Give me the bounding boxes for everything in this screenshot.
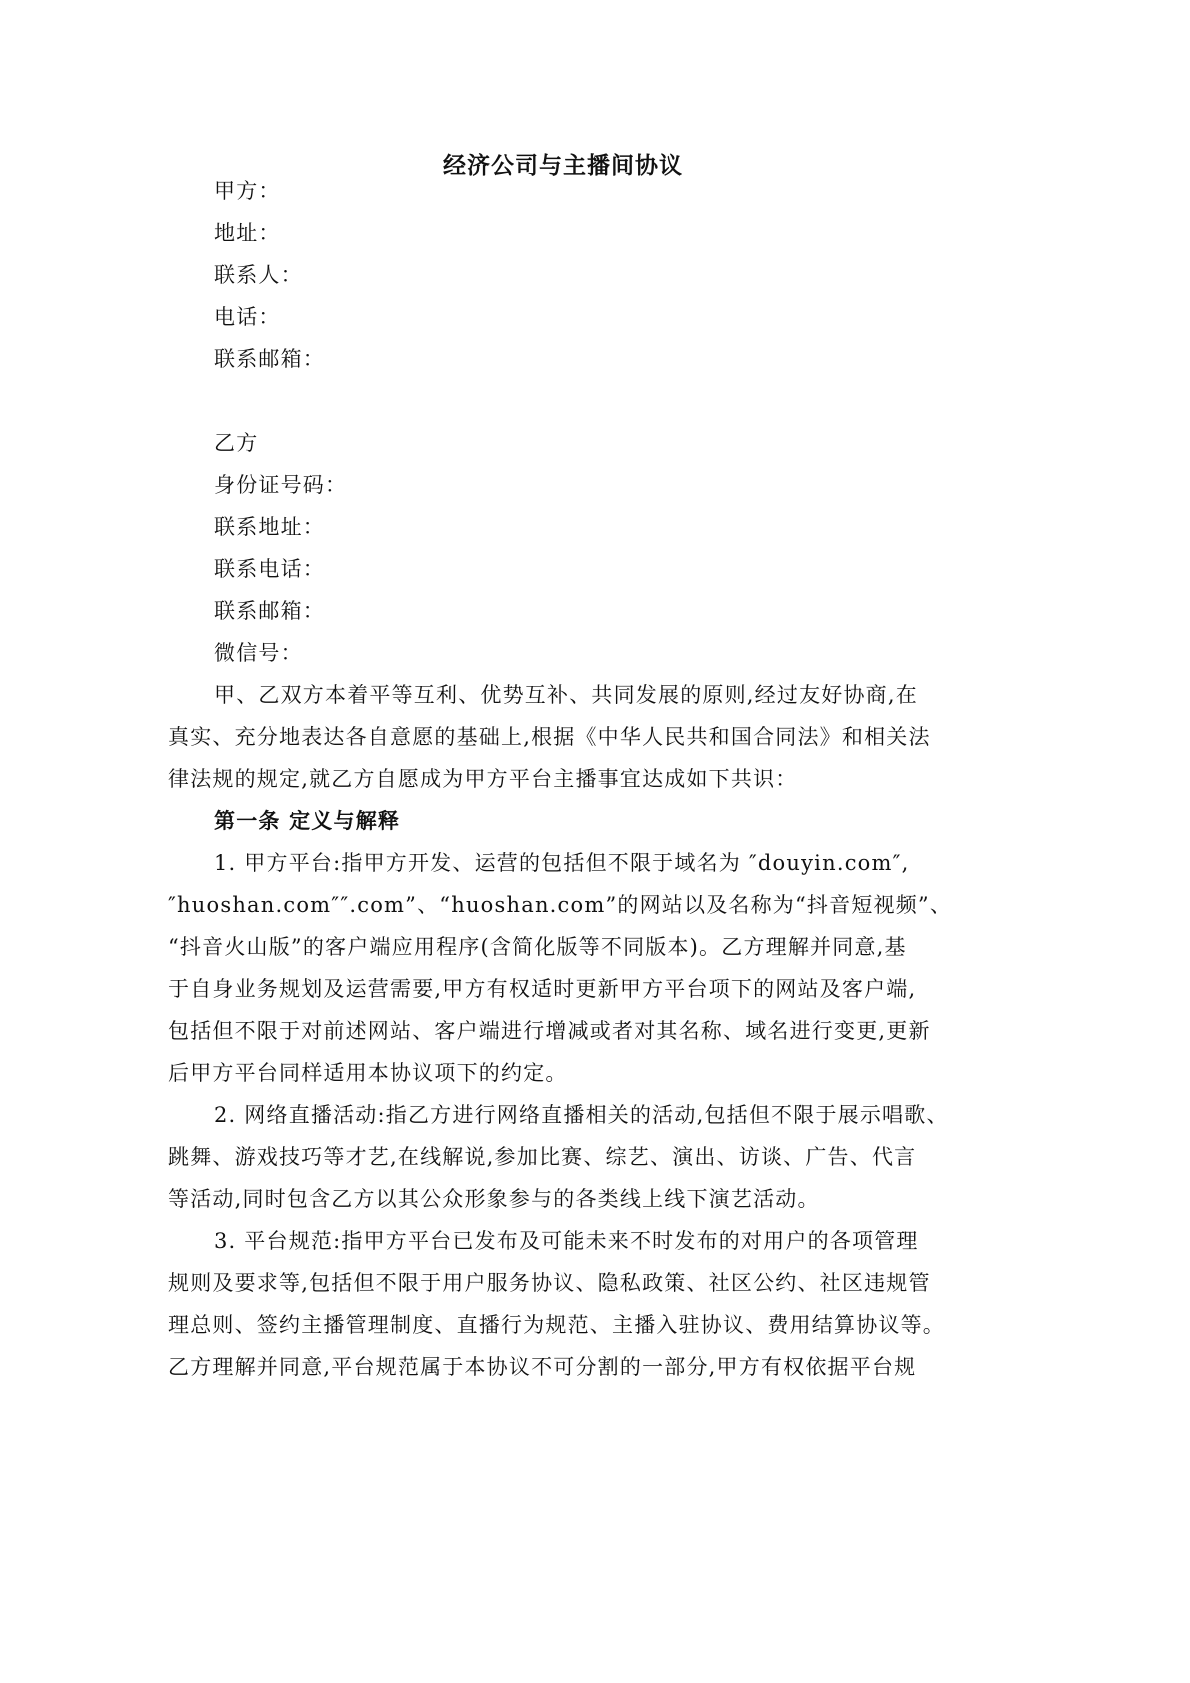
clause-3-line: 3. 平台规范:指甲方平台已发布及可能未来不时发布的对用户的各项管理	[214, 1229, 919, 1253]
party-b-id-number: 身份证号码：	[214, 473, 348, 497]
clause-2-line: 跳舞、游戏技巧等才艺,在线解说,参加比赛、综艺、演出、访谈、广告、代言	[168, 1145, 917, 1169]
party-b-label: 乙方	[214, 431, 259, 455]
clause-2-line: 等活动,同时包含乙方以其公众形象参与的各类线上线下演艺活动。	[168, 1187, 820, 1211]
clause-1-line: ″huoshan.com″″.com”、“huoshan.com”的网站以及名称为“抖音短视频”、	[168, 893, 953, 917]
preamble-line: 真实、充分地表达各自意愿的基础上,根据《中华人民共和国合同法》和相关法	[168, 725, 931, 749]
clause-3-line: 规则及要求等,包括但不限于用户服务协议、隐私政策、社区公约、社区违规管	[168, 1271, 931, 1295]
clause-1-line: 于自身业务规划及运营需要,甲方有权适时更新甲方平台项下的网站及客户端,	[168, 977, 917, 1001]
party-a-address: 地址：	[214, 221, 281, 245]
clause-3-line: 乙方理解并同意,平台规范属于本协议不可分割的一部分,甲方有权依据平台规	[168, 1355, 917, 1379]
clause-1-line: “抖音火山版”的客户端应用程序(含简化版等不同版本)。乙方理解并同意,基	[168, 935, 907, 959]
clause-2-line: 2. 网络直播活动:指乙方进行网络直播相关的活动,包括但不限于展示唱歌、	[214, 1103, 949, 1127]
clause-1-line: 1. 甲方平台:指甲方开发、运营的包括但不限于域名为 ″douyin.com″,	[214, 851, 910, 875]
party-b-wechat: 微信号：	[214, 641, 303, 665]
party-a-phone: 电话：	[214, 305, 281, 329]
clause-3-line: 理总则、签约主播管理制度、直播行为规范、主播入驻协议、费用结算协议等。	[168, 1313, 945, 1337]
clause-1-line: 后甲方平台同样适用本协议项下的约定。	[168, 1061, 568, 1085]
preamble-line: 律法规的规定,就乙方自愿成为甲方平台主播事宜达成如下共识：	[168, 767, 798, 791]
document-title: 经济公司与主播间协议	[443, 152, 683, 179]
article-1-heading: 第一条 定义与解释	[214, 808, 401, 833]
preamble-line: 甲、乙双方本着平等互利、优势互补、共同发展的原则,经过友好协商,在	[214, 683, 918, 707]
party-a-email: 联系邮箱：	[214, 347, 325, 371]
party-b-address: 联系地址：	[214, 515, 325, 539]
party-a-contact: 联系人：	[214, 263, 303, 287]
clause-1-line: 包括但不限于对前述网站、客户端进行增减或者对其名称、域名进行变更,更新	[168, 1019, 931, 1043]
party-b-email: 联系邮箱：	[214, 599, 325, 623]
party-b-phone: 联系电话：	[214, 557, 325, 581]
party-a-label: 甲方：	[214, 179, 281, 203]
